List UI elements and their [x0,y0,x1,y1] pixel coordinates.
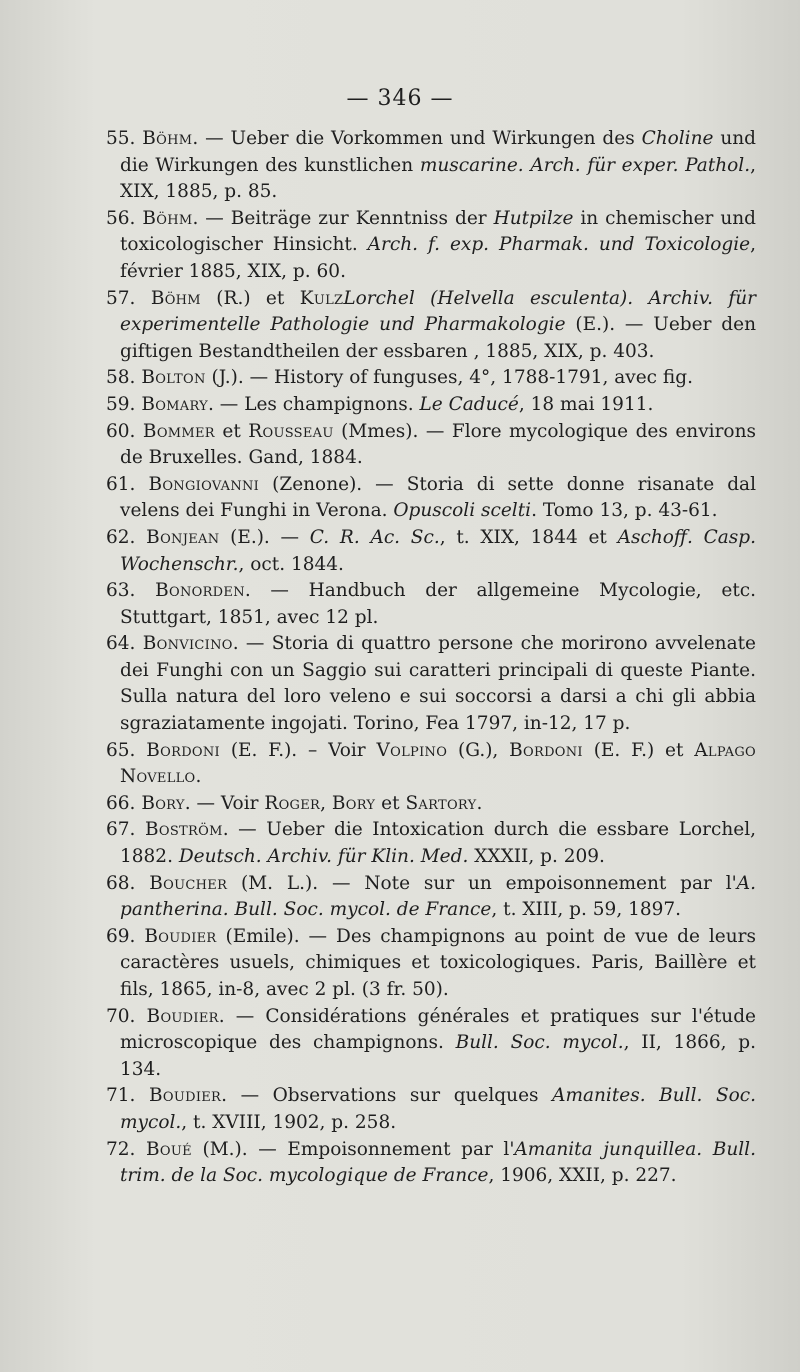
entry-title-italic: Opuscoli scelti [393,500,532,522]
entry-author: Bongiovanni [148,473,260,495]
entry-title-italic: Le Caducé [419,393,519,415]
entry-title-italic: Aschoff. Casp. Wochenschr. [120,526,757,575]
entry-text: . [195,766,202,788]
entry-text: . — Storia di quattro persone che morirono avvelenate dei Funghi con un Saggio sui caratteri principali di queste Piante. Sulla natura del loro veleno e sui soccorsi a darsi a chi gli abbia sgraziatamente ingojati. Torino, Fea 1797, in-12, 17 p. [120,633,756,735]
bibliography-entry [106,791,756,818]
bibliography-entry [106,126,756,206]
entry-text: , t. XIII, p. 59, 1897. [491,899,682,921]
bibliography-entry [106,365,756,392]
entry-number: 69. [106,925,145,947]
entry-text: , [320,792,332,814]
entry-title-italic: A. pantherina. Bull. Soc. mycol. de France [120,872,756,921]
entry-number: 64. [106,633,143,655]
entry-title-italic: Bull. Soc. mycol. [455,1032,624,1054]
entry-text: , oct. 1844. [238,553,344,575]
entry-author: Sartory [405,792,477,814]
entry-author: Bommer [142,420,215,442]
entry-author: Boucher [149,872,228,894]
entry-number: 68. [106,872,150,894]
entry-author: Böhm [142,207,193,229]
bibliography-entry [106,631,756,737]
bibliography-entry [106,286,756,366]
bibliography-entry [106,206,756,286]
entry-author: Roger [264,792,321,814]
bibliography-entry [106,817,756,870]
entry-text: , t. XVIII, 1902, p. 258. [181,1111,397,1133]
entry-text: und die Wirkungen des kunstlichen [120,128,756,176]
entry-text: et [214,420,249,442]
entry-author: Boudier [146,1005,219,1027]
bibliography-entry [106,1004,756,1084]
entry-author: Boudier [148,1085,222,1107]
entry-number: 66. [106,792,142,814]
entry-text: . [476,792,483,814]
entry-text: . — Handbuch der allgemeine Mycologie, etc. Stuttgart, 1851, avec 12 pl. [120,580,756,628]
entry-text: (M. L.). — Note sur un empoisonnement par l' [227,872,737,894]
entry-author: Böhm [150,287,201,309]
entry-text: , XIX, 1885, p. 85. [120,154,756,203]
entry-text: , 1885, XIX, p. 403. [473,340,655,362]
entry-author: Volpino [376,739,448,761]
entry-title-italic: Amanites. Bull. Soc. mycol. [120,1085,756,1133]
bibliography-entry [106,924,756,1004]
bibliography-entry [106,525,756,578]
entry-text: , II, 1866, p. 134. [120,1032,756,1080]
page-number: — 346 — [346,86,454,111]
entry-text: , février 1885, XIX, p. 60. [120,234,756,282]
bibliography-list [106,126,756,1190]
entry-text: (E. F.). – Voir [219,739,377,761]
entry-number: 60. [106,420,143,442]
entry-author: Böhm [142,128,193,149]
entry-text: XXXII, p. 209. [468,846,605,868]
entry-text: et [375,792,406,814]
bibliography-entry [106,1137,756,1190]
entry-number: 72. [106,1138,147,1160]
entry-author: Boudier [144,925,217,947]
entry-number: 55. [106,128,143,149]
entry-number: 58. [106,367,142,389]
entry-text: . — Les champignons. [208,393,420,415]
entry-author: Boué [146,1138,192,1160]
entry-number: 71. [106,1085,149,1107]
entry-text: , 1906, XXII, p. 227. [488,1165,677,1187]
entry-author: Kulz [299,287,344,309]
entry-text: (G.), [447,739,510,761]
entry-text: in chemischer und toxicologischer Hinsicht. [120,207,757,256]
entry-text: , 18 mai 1911. [518,393,654,415]
entry-text: . Tomo 13, p. 43-61. [531,500,718,522]
entry-text: (E. F.) et [582,739,695,761]
bibliography-entry [106,738,756,791]
entry-number: 65. [106,739,147,761]
entry-author: Rousseau [248,420,334,442]
bibliography-entry [106,1083,756,1136]
bibliography-entry [106,871,756,924]
entry-author: Bory [141,792,185,814]
entry-text: (J.). — History of funguses, 4°, 1788-1791, avec fig. [205,367,693,389]
entry-author: Alpago Novello [120,739,757,788]
entry-author: Bory [331,792,376,814]
entry-title-italic: Hutpilze [493,207,574,229]
entry-text: (E.). — Ueber den giftigen Bestandtheilen der essbaren [120,314,756,362]
entry-title-italic: Deutsch. Archiv. für Klin. Med. [178,846,469,868]
entry-author: Bomary [141,393,209,415]
entry-number: 70. [106,1005,147,1027]
bibliography-entry [106,578,756,631]
entry-text: . — Considérations générales et pratiques sur l'étude microscopique des champignons. [120,1005,756,1054]
entry-text: (Zenone). — Storia di sette donne risanate dal velens dei Funghi in Verona. [120,473,756,522]
entry-title-italic: muscarine. Arch. für exper. Pathol. [419,154,751,176]
entry-text: (M.). — Empoisonnement par l' [191,1138,515,1160]
bibliography-entry [106,419,756,472]
entry-text: , t. XIX, 1844 et [439,526,618,548]
entry-number: 67. [106,819,145,841]
entry-author: Boström [145,819,223,841]
entry-text: . — Ueber die Intoxication durch die essbare Lorchel, 1882. [120,819,756,868]
entry-text: (R.) et [200,287,300,309]
entry-number: 59. [106,393,142,415]
entry-author: Bolton [141,367,206,389]
entry-title-italic: Choline [641,128,714,149]
entry-number: 57. [106,287,151,309]
entry-author: Bonvicino [142,633,233,655]
entry-text: . — Beiträge zur Kenntniss der [192,207,494,229]
entry-title-italic: C. R. Ac. Sc. [309,526,440,548]
entry-title-italic: Amanita junquillea. Bull. trim. de la Soc. mycologique de France [120,1138,756,1187]
entry-text: . — Voir [184,792,265,814]
entry-number: 56. [106,207,143,229]
entry-text: (E.). — [219,526,310,548]
bibliography-entry [106,392,756,419]
entry-author: Bordoni [509,739,583,761]
entry-title-italic: Arch. f. exp. Pharmak. und Toxicologie [367,234,751,256]
entry-author: Bonorden [155,580,245,602]
entry-number: 61. [106,473,149,495]
entry-number: 63. [106,580,156,602]
bibliography-entry [106,472,756,525]
entry-title-italic: Lorchel (Helvella esculenta). Archiv. für experimentelle Pathologie und Pharmakologie [120,287,756,336]
entry-number: 62. [106,526,147,548]
entry-author: Bordoni [146,739,220,761]
entry-text: . — Ueber die Vorkommen und Wirkungen des [192,128,642,149]
entry-text: (Mmes). — Flore mycologique des environs de Bruxelles. Gand, 1884. [120,420,756,469]
entry-text: . — Observations sur quelques [221,1085,553,1107]
entry-text: (Emile). — Des champignons au point de vue de leurs caractères usuels, chimiques et toxicologiques. Paris, Baillère et fils, 1865, in-8, avec 2 pl. (3 fr. 50). [120,925,756,1000]
entry-author: Bonjean [146,526,220,548]
